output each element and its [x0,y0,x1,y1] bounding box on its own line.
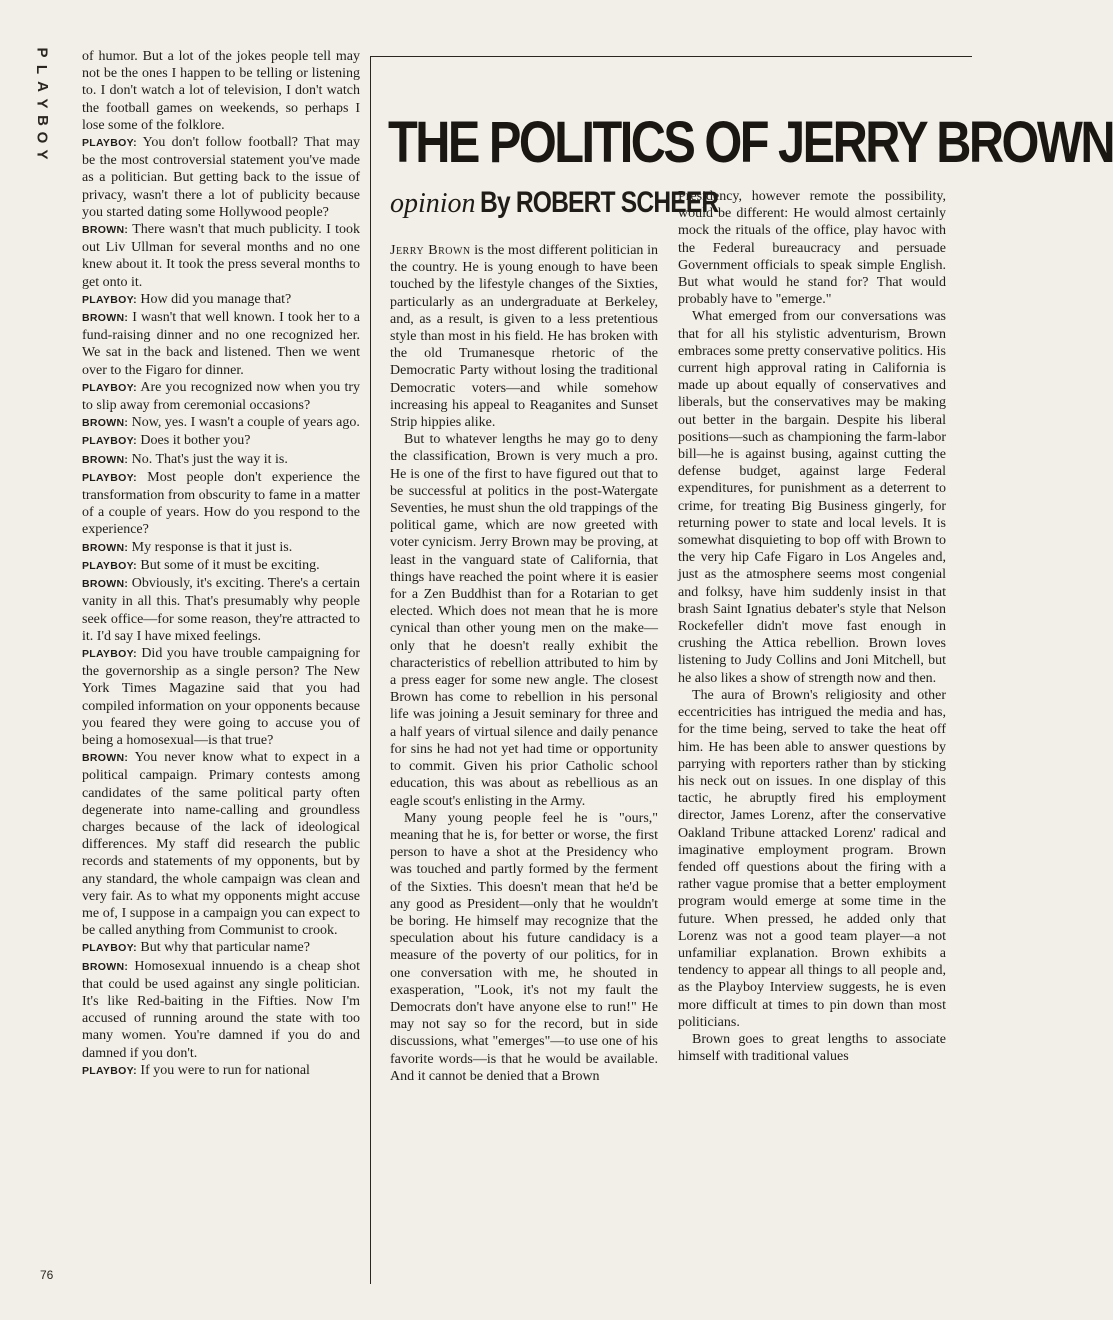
speaker-label: BROWN: [82,417,129,430]
interview-text: Did you have trouble campaigning for the governorship as a single person? The New York Times Magazine said that you had compiled information on your opponents because you feared they were going to accuse you of being a homosexual—is that true? [82,645,360,748]
article-paragraph [390,810,658,1085]
interview-paragraph [82,221,360,291]
article-paragraph: What emerged from our conversations was that for all his stylistic adventurism, Brown embraces some pretty conservative politics. His current high approval rating in California is made up about equally of conservatives and liberals, but the conservatives may be making out better in the bargain. Despite his liberal positions—such as championing the farm-labor bill—he is against busing, against cutting the defense budget, against large Federal expenditures, for punishment as a deterrent to crime, for treating Big Business gingerly, for returning power to state and local levels. It is somewhat disquieting to bop off with Brown to the very hip Cafe Figaro in Los Angeles and, just as the atmosphere seems most congenial and folksy, have him suddenly insist in that brash Saint Ignatius debater's style that Nelson Rockefeller didn't move fast enough in crushing the Attica rebellion. Brown loves listening to Judy Collins and Joni Mitchell, but he also likes a show of strength now and then. [678,309,946,686]
interview-text: Now, yes. I wasn't a couple of years ago. [128,415,360,431]
speaker-label: PLAYBOY: [82,435,137,448]
interview-text: Most people don't experience the transformation from obscurity to fame in a matter of a couple of years. How do you respond to the experience? [82,469,360,538]
speaker-label: PLAYBOY: [82,293,137,306]
article-paragraph: Presidency, however remote the possibility, would be different: He would almost certainly mock the rituals of the office, play havoc with the Federal bureaucracy and persuade Government officials to speak simple English. But what would he stand for? That would probably have to "emerge." [678,189,946,308]
interview-text: You never know what to expect in a political campaign. Primary contests among candidates of the same political party often degenerate into name-calling and groundless charges because of the lack of ideological differences. My staff did research the public records and statements of my opponents, but by any standard, the whole campaign was clean and very fair. As to what my opponents might accuse me of, I suppose in a campaign you can expect to be called anything from Communist to crook. [82,750,360,939]
interview-paragraph [82,1062,360,1080]
interview-column [82,48,360,1080]
magazine-name-vertical: P L A Y B O Y [33,47,51,160]
interview-text: Homosexual innuendo is a cheap shot that could be used against any single politician. It's like Red-baiting in the Fifties. Now I'm accused of running around the state with too many women. You're damned if you do and damned if you don't. [82,958,360,1061]
interview-text: How did you manage that? [136,291,292,307]
speaker-label: BROWN: [82,578,129,591]
interview-paragraph [82,557,360,575]
speaker-label: PLAYBOY: [82,942,137,955]
article-paragraph: The aura of Brown's religiosity and other eccentricities has intrigued the media and has, for the time being, served to take the heat off him. He has been able to answer questions by parrying with reporters rather than by sticking his neck out on issues. In one display of this tactic, he abruptly fired his employment director, James Lorenz, after the conservative Oakland Tribune attacked Lorenz' radical and imaginative employment program. Brown fended off questions about the firing with a rather vague promise that a better employment program would emerge at some time in the future. When pressed, he added only that Lorenz was not a good team player—a not unfamiliar explanation. Brown exhibits a tendency to appear all things to all people and, as the Playboy Interview suggests, he is even more difficult at times to pin down than most politicians. [678,687,946,1030]
article-text: Many young people feel he is "ours," meaning that he is, for better or worse, the first person to have a shot at the Presidency who was touched and partly formed by the ferment of the Sixties. This doesn't mean that he'd be any good as President—only that he wouldn't be boring. He himself may recognize that the speculation about his future candidacy is a measure of the poverty of our politics, for in one conversation with me, he shouted in exasperation, "Look, it's not my fault the Democrats don't have anyone else to run!" He may not say so for the record, but in side discussions, what "emerges"—to use one of his favorite words—is that he would be available. And it cannot be denied that a Brown [390,810,658,1084]
speaker-label: PLAYBOY: [82,647,137,660]
article-text: is the most different politician in the country. He is young enough to have been touched by the lifestyle changes of the Sixties, particularly as an undergraduate at Berkeley, and, as a result, is given to a less pretentious style than most in his field. He has broken with the old Trumanesque rhetoric of the Democratic Party without losing the traditional Democratic voters—and while somehow increasing his appeal to Reaganites and Sunset Strip hippies alike. [390,243,658,431]
interview-text: Are you recognized now when you try to slip away from ceremonial occasions? [82,379,360,414]
interview-text: You don't follow football? That may be the most controversial statement you've made as a politician. But getting back to the issue of privacy, wasn't there a lot of publicity because you started dating some Hollywood people? [82,135,360,220]
interview-text: But why that particular name? [136,940,310,956]
interview-paragraph [82,575,360,645]
article-paragraph [390,431,658,809]
interview-paragraph [82,749,360,939]
article-frame-left-rule [370,56,371,1284]
speaker-label: PLAYBOY: [82,137,137,150]
article-byline [390,186,718,220]
speaker-label: BROWN: [82,541,129,554]
article-column-2 [678,188,946,1065]
byline-author: By ROBERT SCHEER [479,186,718,219]
interview-text: I wasn't that well known. I took her to a fund-raising dinner and no one recognized her. We sat in the back and listened. Then we went over to the Figaro for dinner. [82,310,360,378]
interview-paragraph [82,414,360,432]
interview-text: No. That's just the way it is. [128,451,288,467]
interview-text: There wasn't that much publicity. I took out Liv Ullman for several months and no one knew about it. It took the press several months to get onto it. [82,222,360,290]
interview-paragraph [82,134,360,221]
page-number: 76 [40,1268,54,1282]
interview-text: Does it bother you? [136,433,251,449]
interview-paragraph [82,379,360,414]
speaker-label: PLAYBOY: [82,471,137,484]
interview-paragraph [82,309,360,379]
article-column-1 [390,242,658,1085]
speaker-label: PLAYBOY: [82,1064,137,1077]
speaker-label: PLAYBOY: [82,381,137,394]
article-paragraph: Brown goes to great lengths to associate himself with traditional values [678,1031,946,1065]
interview-paragraph [82,939,360,957]
speaker-label: BROWN: [82,752,129,765]
interview-paragraph [82,539,360,557]
speaker-label: BROWN: [82,224,129,237]
interview-paragraph [82,645,360,749]
byline-opinion: opinion [390,188,476,219]
interview-paragraph [82,291,360,309]
speaker-label: BROWN: [82,960,129,973]
speaker-label: PLAYBOY: [82,559,137,572]
interview-paragraph [82,958,360,1062]
interview-text: But some of it must be exciting. [136,557,320,573]
interview-paragraph [82,469,360,539]
interview-text: of humor. But a lot of the jokes people tell may not be the ones I happen to be telling or listening to. I don't watch a lot of television, I don't watch the football games on weekends, so perhaps I lose some of the folklore. [82,49,360,133]
article-text: But to whatever lengths he may go to deny the classification, Brown is very much a pro. He is one of the first to have figured out that to be successful at politics in the post-Watergate Seventies, he must shun the old trappings of the political game, which are now greeted with voter cynicism. Jerry Brown may be proving, at least in the vanguard state of California, that things have reached the point where it is easier for a Zen Buddhist than for a Rotarian to get elected. Which does not mean that he is more cynical than other young men on the make—only that he doesn't really exhibit the characteristics of rebellion attributed to him by a press eager for some new angle. The closest Brown has come to rebellion in his personal life was joining a Jesuit seminary for three and a half years of virtual silence and daily penance for sins he had not yet had time or opportunity to commit. Given his prior Catholic school education, this was about as rebellious as an eagle scout's enlisting in the Army. [390,432,658,809]
interview-text: My response is that it just is. [128,539,293,555]
speaker-label: BROWN: [82,312,129,325]
article-paragraph [390,242,658,431]
interview-text: If you were to run for national [136,1062,310,1078]
speaker-label: BROWN: [82,453,129,466]
article-title: THE POLITICS OF JERRY BROWN [388,110,1113,175]
lead-in: Jerry Brown [390,243,471,258]
interview-paragraph [82,451,360,469]
interview-paragraph [82,432,360,450]
article-frame-top-rule [370,56,972,57]
interview-text: Obviously, it's exciting. There's a certain vanity in all this. That's presumably why people seek office—for some reason, they're attracted to it. I'd say I have mixed feelings. [82,576,360,644]
interview-paragraph [82,48,360,134]
